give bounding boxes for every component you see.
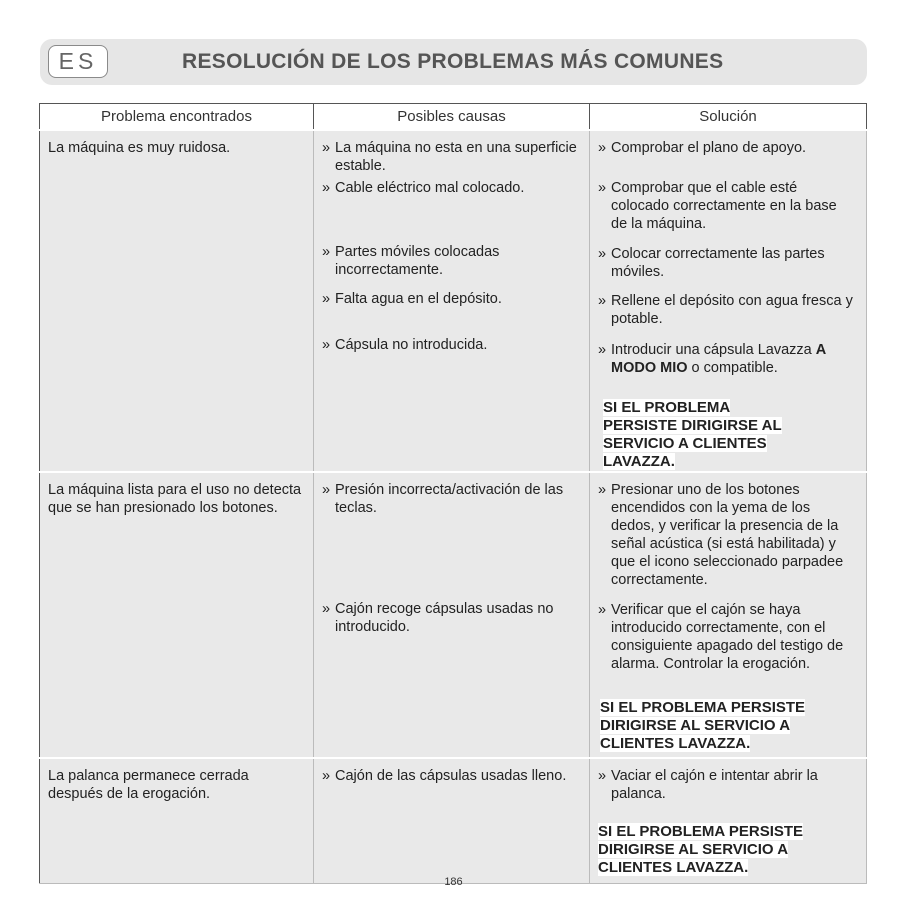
solution-item: » Rellene el depósito con agua fresca y potable. [598, 292, 856, 341]
cause-item: » Cápsula no introducida. [322, 336, 581, 354]
cause-item: » Partes móviles colocadas incorrectamente. [322, 243, 581, 290]
persist-note: SI EL PROBLEMA PERSISTE DIRIGIRSE AL SERVICIO A CLIENTES LAVAZZA. [598, 823, 804, 876]
persist-note: SI EL PROBLEMA PERSISTE DIRIGIRSE AL SERVICIO A CLIENTES LAVAZZA. [600, 699, 806, 752]
solution-item: » Verificar que el cajón se haya introducido correctamente, con el consiguiente apagado del testigo de alarma. Controlar la erogación. [598, 601, 856, 699]
problem-cell [40, 758, 314, 883]
table-row [40, 472, 867, 758]
page-number: 186 [444, 876, 463, 888]
cause-item: » Cajón recoge cápsulas usadas no introducido. [322, 600, 581, 636]
solution-item: » Vaciar el cajón e intentar abrir la palanca. [598, 767, 856, 823]
problem-cell [40, 472, 314, 758]
solution-item: » Comprobar que el cable esté colocado correctamente en la base de la máquina. [598, 179, 856, 245]
column-header-problem: Problema encontrados [40, 104, 314, 131]
column-header-solution: Solución [590, 104, 867, 131]
solution-cell [590, 130, 867, 472]
solution-item: » Presionar uno de los botones encendidos con la yema de los dedos, y verificar la presencia de la señal acústica (si está habilitada) y que el icono seleccionado parpadee correctamente. [598, 481, 856, 601]
language-badge: ES [48, 45, 108, 78]
solution-item: » Colocar correctamente las partes móviles. [598, 245, 856, 292]
page-title: RESOLUCIÓN DE LOS PROBLEMAS MÁS COMUNES [182, 50, 724, 73]
solution-cell [590, 758, 867, 883]
cause-item: » Cajón de las cápsulas usadas lleno. [322, 767, 581, 785]
table-header-row [40, 104, 867, 131]
cause-item: » Presión incorrecta/activación de las teclas. [322, 481, 581, 600]
solution-item: » Comprobar el plano de apoyo. [598, 139, 856, 179]
brand-name: A MODO MIO [611, 342, 826, 376]
solution-item-capsule: » Introducir una cápsula Lavazza A MODO MIO o compatible. [598, 341, 856, 399]
problem-text: La máquina lista para el uso no detecta que se han presionado los botones. [48, 482, 302, 516]
causes-cell [314, 472, 590, 758]
causes-cell [314, 758, 590, 883]
cause-item: » Cable eléctrico mal colocado. [322, 179, 581, 243]
problem-text: La palanca permanece cerrada después de la erogación. [48, 768, 249, 802]
table-row [40, 130, 867, 472]
column-header-causes: Posibles causas [314, 104, 590, 131]
problem-cell [40, 130, 314, 472]
cause-item: » La máquina no esta en una superficie estable. [322, 139, 581, 179]
table-row [40, 758, 867, 883]
troubleshooting-table [39, 103, 867, 884]
problem-text: La máquina es muy ruidosa. [48, 140, 231, 156]
causes-cell [314, 130, 590, 472]
cause-item: » Falta agua en el depósito. [322, 290, 581, 336]
persist-note: SI EL PROBLEMA PERSISTE DIRIGIRSE AL SERVICIO A CLIENTES LAVAZZA. [603, 399, 782, 470]
solution-cell [590, 472, 867, 758]
